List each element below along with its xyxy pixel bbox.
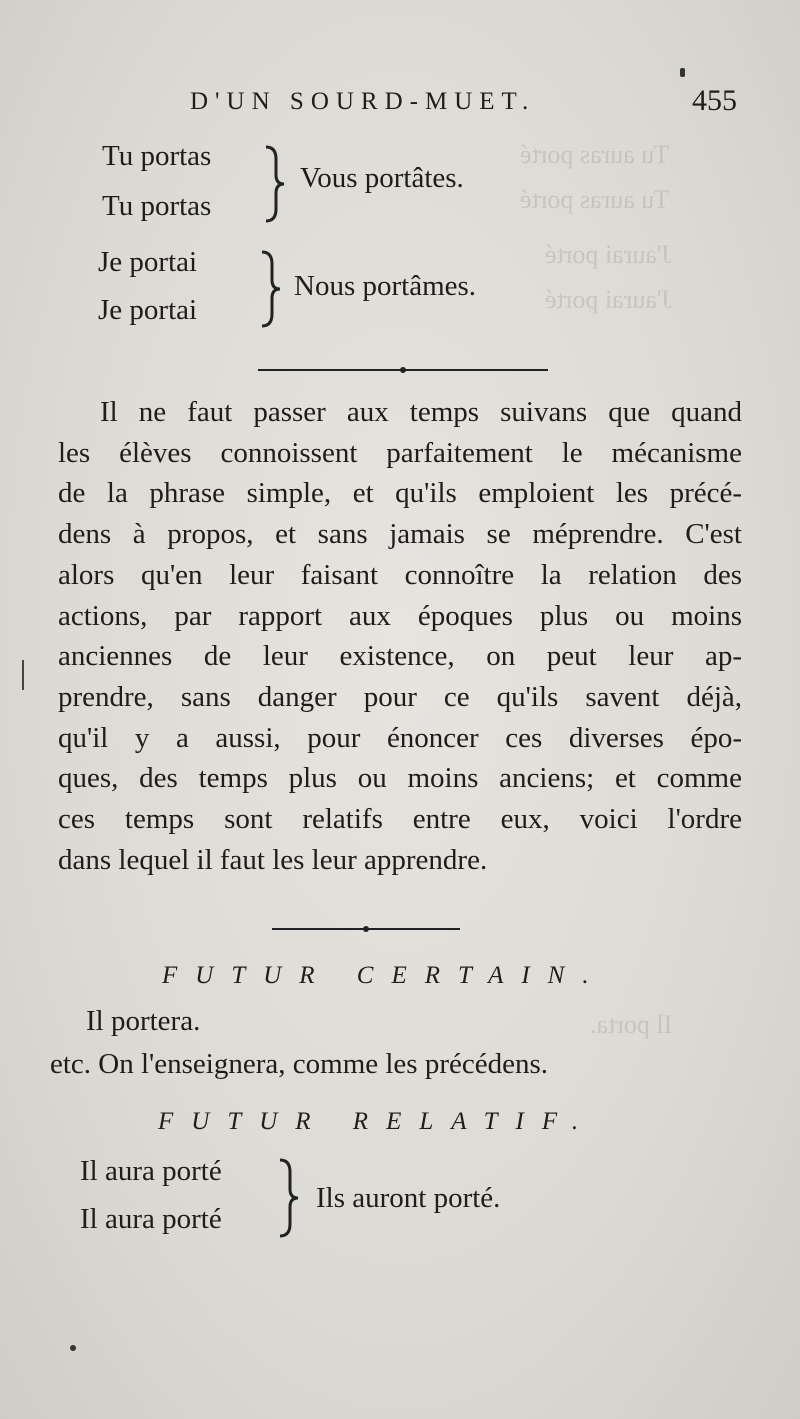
paragraph-line: alors qu'en leur faisant connoître la relation des: [58, 558, 742, 591]
paragraph-line: dans lequel il faut les leur apprendre.: [58, 843, 488, 876]
margin-mark: [22, 660, 24, 690]
body-paragraph: [58, 392, 742, 880]
page-header: [190, 84, 745, 128]
ink-speck: [680, 68, 685, 77]
conjugation-right: Nous portâmes.: [294, 270, 477, 302]
paragraph-line: les élèves connoissent parfaitement le mécanisme: [58, 436, 742, 469]
paragraph-line: ques, des temps plus ou moins anciens; et comme: [58, 762, 742, 795]
brace-icon: [258, 250, 282, 328]
conjugation-left-line: Il aura porté: [80, 1203, 222, 1235]
paragraph-line: qu'il y a aussi, pour énoncer ces diverses épo-: [58, 721, 742, 754]
paragraph-line: de la phrase simple, et qu'ils emploient les précé-: [58, 477, 742, 510]
paragraph-line: anciennes de leur existence, on peut leur ap-: [58, 640, 742, 673]
conjugation-right: Vous portâtes.: [300, 162, 464, 194]
section-divider: [258, 369, 548, 371]
page-number: 455: [692, 84, 737, 117]
paragraph-line: actions, par rapport aux époques plus ou moins: [58, 599, 742, 632]
brace-icon: [262, 145, 286, 223]
bleed-through-text: Il porta.: [590, 1010, 673, 1039]
bleed-through-text: Tu auras porté: [520, 140, 670, 169]
conjugation-left-line: Je portai: [98, 246, 198, 278]
conjugation-right: Ils auront porté.: [316, 1182, 501, 1214]
paragraph-line: Il ne faut passer aux temps suivans que quand: [100, 396, 742, 428]
ink-speck: [70, 1345, 76, 1351]
bleed-through-text: Tu auras porté: [520, 185, 670, 214]
section-title: FUTUR RELATIF.: [158, 1108, 597, 1135]
paragraph-line: dens à propos, et sans jamais se méprendre. C'est: [58, 518, 742, 551]
conjugation-left-line: Il aura porté: [80, 1155, 222, 1187]
running-head: D'UN SOURD-MUET.: [190, 88, 536, 115]
brace-icon: [276, 1158, 300, 1238]
bleed-through-text: J'aurai porté: [545, 240, 672, 269]
conjugation-left-line: Tu portas: [102, 140, 212, 172]
paragraph-line: prendre, sans danger pour ce qu'ils savent déjà,: [58, 680, 742, 713]
conjugation-left-line: Je portai: [98, 294, 198, 326]
example-line: etc. On l'enseignera, comme les précédens.: [50, 1048, 549, 1080]
section-divider: [272, 928, 460, 930]
paragraph-line: ces temps sont relatifs entre eux, voici l'ordre: [58, 803, 742, 836]
conjugation-left-line: Tu portas: [102, 190, 212, 222]
section-title: FUTUR CERTAIN.: [162, 962, 607, 989]
bleed-through-text: J'aurai porté: [545, 285, 672, 314]
example-line: Il portera.: [86, 1005, 201, 1037]
